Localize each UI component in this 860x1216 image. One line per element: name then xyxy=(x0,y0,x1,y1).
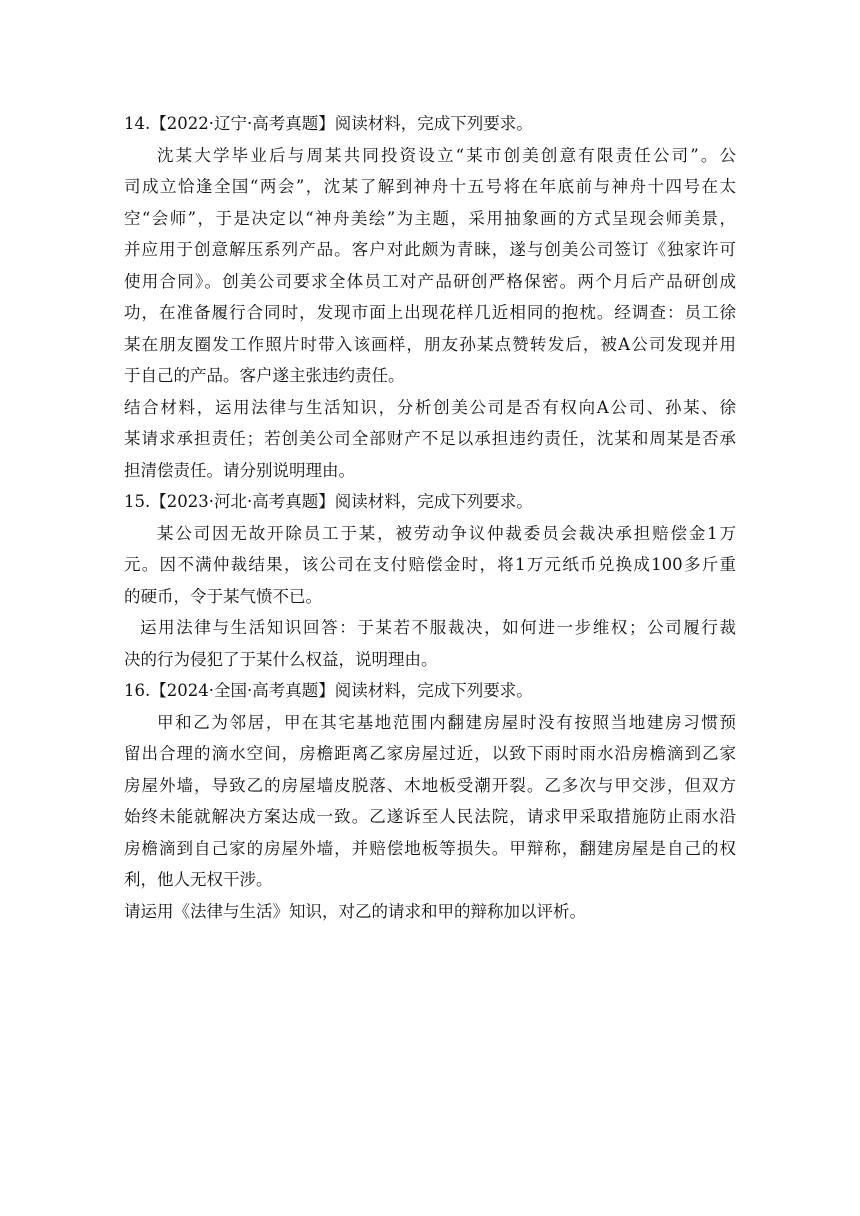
question-14-header: 14.【2022·辽宁·高考真题】阅读材料，完成下列要求。 xyxy=(124,114,533,133)
question-16-header: 16.【2024·全国·高考真题】阅读材料，完成下列要求。 xyxy=(124,681,533,700)
question-16-material-line: 房檐滴到自己家的房屋外墙，并赔偿地板等损失。甲辩称，翻建房屋是自己的权 xyxy=(124,838,736,858)
question-16-task-line: 请运用《法律与生活》知识，对乙的请求和甲的辩称加以评析。 xyxy=(124,901,586,921)
question-14-material-line: 空“会师”，于是决定以“神舟美绘”为主题，采用抽象画的方式呈现会师美景， xyxy=(124,208,736,228)
question-14-task-line: 某请求承担责任；若创美公司全部财产不足以承担违约责任，沈某和周某是否承 xyxy=(124,429,736,448)
question-16-material-line: 始终未能就解决方案达成一致。乙遂诉至人民法院，请求甲采取措施防止雨水沿 xyxy=(124,807,736,826)
question-15-header: 15.【2023·河北·高考真题】阅读材料，完成下列要求。 xyxy=(124,492,533,511)
question-15-material-line: 某公司因无故开除员工于某，被劳动争议仲裁委员会裁决承担赔偿金1万 xyxy=(157,523,736,543)
question-14-material-line: 功，在准备履行合同时，发现市面上出现花样几近相同的抱枕。经调查：员工徐 xyxy=(124,303,736,322)
question-14-task-line: 担清偿责任。请分别说明理由。 xyxy=(124,460,355,480)
question-14-material-line: 并应用于创意解压系列产品。客户对此颇为青睐，遂与创美公司签订《独家许可 xyxy=(124,240,736,259)
question-15-material-line: 元。因不满仲裁结果，该公司在支付赔偿金时，将1万元纸币兑换成100多斤重 xyxy=(124,555,736,574)
question-16-material-line: 留出合理的滴水空间，房檐距离乙家房屋过近，以致下雨时雨水沿房檐滴到乙家 xyxy=(124,744,736,763)
question-14-material-line: 某在朋友圈发工作照片时带入该画样，朋友孙某点赞转发后，被A公司发现并用 xyxy=(124,334,736,354)
question-14-material-line: 司成立恰逢全国“两会”，沈某了解到神舟十五号将在年底前与神舟十四号在太 xyxy=(124,177,736,196)
document-content xyxy=(124,108,736,927)
question-16-material-line: 利，他人无权干涉。 xyxy=(124,870,273,889)
question-15-task-line: 决的行为侵犯了于某什么权益，说明理由。 xyxy=(124,649,438,669)
question-14-material-line: 使用合同》。创美公司要求全体员工对产品研创严格保密。两个月后产品研创成 xyxy=(124,271,736,291)
question-15-task-line: 运用法律与生活知识回答：于某若不服裁决，如何进一步维权；公司履行裁 xyxy=(140,618,736,637)
question-15-material-line: 的硬币，令于某气愤不已。 xyxy=(124,586,322,606)
question-14-task-line: 结合材料，运用法律与生活知识，分析创美公司是否有权向A公司、孙某、徐 xyxy=(124,397,736,417)
question-16-material-line: 甲和乙为邻居，甲在其宅基地范围内翻建房屋时没有按照当地建房习惯预 xyxy=(157,712,736,732)
question-16-material-line: 房屋外墙，导致乙的房屋墙皮脱落、木地板受潮开裂。乙多次与甲交涉，但双方 xyxy=(124,775,736,795)
question-14-material-line: 于自己的产品。客户遂主张违约责任。 xyxy=(124,366,405,385)
question-14-material-line: 沈某大学毕业后与周某共同投资设立“某市创美创意有限责任公司”。公 xyxy=(157,145,736,165)
